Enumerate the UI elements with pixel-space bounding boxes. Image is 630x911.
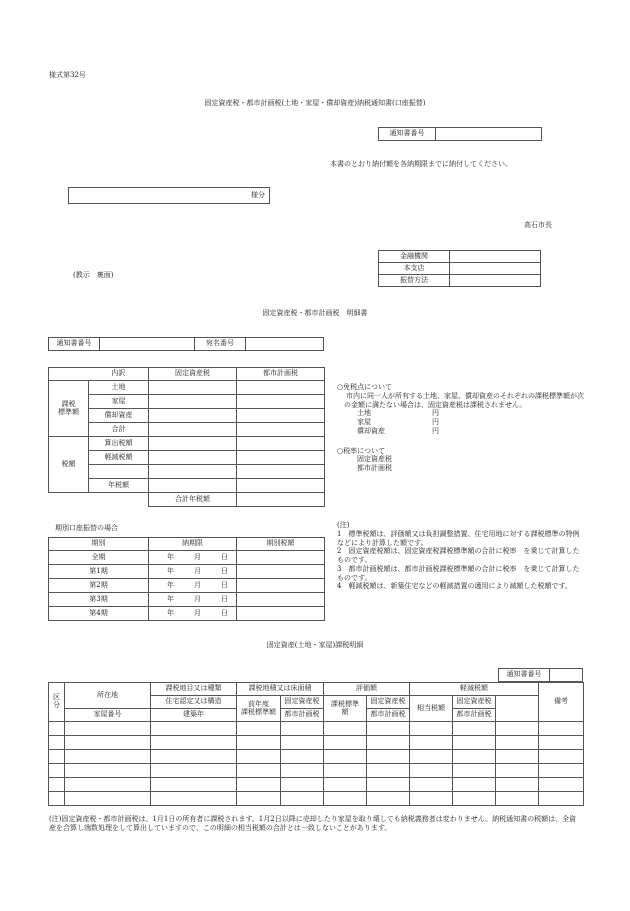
main-title: 固定資産税・都市計画税(土地・家屋・償却資産)納税通知書(口座振替)	[204, 99, 426, 107]
addressee-box	[68, 187, 270, 204]
due-date-cell[interactable]: 年 月 日	[149, 579, 237, 593]
due-date-cell[interactable]: 年 月 日	[149, 607, 237, 621]
installment-table	[48, 537, 325, 621]
honorific-label: 様分	[251, 191, 265, 199]
table-row	[49, 764, 584, 778]
row-label: 償却資産	[89, 409, 149, 423]
location-header: 所在地	[65, 683, 151, 709]
exemption-item-unit: 円	[432, 426, 439, 435]
row-label: 合計	[89, 423, 149, 437]
note-item: 2 固定資産税額は、固定資産税課税標準額の合計に税率 を乗じて計算したものです。	[337, 547, 580, 564]
notice-number-label: 通知書番号	[379, 128, 436, 141]
branch-label: 本支店	[379, 263, 450, 275]
bank-value[interactable]	[450, 251, 541, 263]
col-period: 期別	[49, 538, 149, 551]
house-structure-header: 住宅認定又は構造	[151, 696, 237, 709]
exemption-item-label: 償却資産	[357, 426, 385, 435]
instruction-text: 本書のとおり納付額を各納期限までに納付してください。	[330, 160, 512, 168]
tax-rate-item: 固定資産税	[357, 455, 392, 464]
note-item: 4 軽減税額は、新築住宅などの軽減措置の適用により減額した税額です。	[337, 582, 572, 591]
bank-label: 金融機関	[379, 251, 450, 263]
notes-label: (注)	[337, 521, 350, 529]
period-label: 第2期	[49, 579, 149, 593]
due-date-cell[interactable]: 年 月 日	[149, 565, 237, 579]
property-notice-box	[498, 668, 583, 682]
installment-caption: 期別口座振替の場合	[55, 524, 118, 532]
house-number-header: 家屋番号	[65, 709, 151, 722]
table-row	[49, 778, 584, 792]
transfer-method-label: 振替方法	[379, 275, 450, 287]
exemption-heading: ○免税点について	[337, 383, 392, 391]
notice-number-box	[378, 127, 542, 141]
city-tax-header: 都市計画税	[281, 709, 324, 722]
property-notice-value[interactable]	[550, 669, 583, 682]
property-table	[48, 682, 584, 806]
tax-rate-item: 都市計画税	[357, 464, 392, 472]
city-tax-header: 都市計画税	[367, 709, 410, 722]
area-header: 課税地積又は床面積	[237, 683, 324, 696]
detail-header-table	[48, 337, 324, 351]
total-annual-tax-label: 合計年税額	[149, 493, 237, 507]
fixed-tax-header: 固定資産税	[367, 696, 410, 709]
exemption-body: 市内に同一人が所有する土地、家屋、償却資産のそれぞれの課税標準額が次の金額に満たない場合は、固定資産税は課税されません。	[344, 391, 584, 409]
remarks-header: 備考	[539, 683, 584, 722]
note-item: 3 都市計画税額は、都市計画税課税標準額の合計に税率 を乗じて計算したものです。	[337, 564, 580, 582]
exemption-item-label: 家屋	[357, 418, 371, 426]
standard-amount-header: 課税標準 額	[324, 696, 367, 722]
row-label: 家屋	[89, 395, 149, 409]
property-notice-label: 通知書番号	[499, 669, 550, 682]
back-note: (教示 裏面)	[73, 271, 114, 279]
addressee-number-value[interactable]	[246, 338, 324, 351]
form-number: 様式第32号	[49, 71, 86, 79]
fixed-tax-header: 固定資産税	[453, 696, 496, 709]
period-label: 全期	[49, 551, 149, 565]
addressee-number-label: 宛名番号	[195, 338, 246, 351]
total-annual-tax-value[interactable]	[237, 493, 325, 507]
land-type-header: 課税地目又は種類	[151, 683, 237, 696]
branch-value[interactable]	[450, 263, 541, 275]
reduction-header: 軽減税額	[410, 683, 539, 696]
detail-notice-value[interactable]	[100, 338, 195, 351]
kubun-header: 区 分	[49, 683, 65, 722]
built-year-header: 建築年	[151, 709, 237, 722]
row-label: 算出税額	[89, 437, 149, 451]
col-fixed-tax: 固定資産税	[149, 368, 237, 381]
col-due-date: 納期限	[149, 538, 237, 551]
equivalent-tax-header: 相当税額	[410, 696, 453, 722]
property-title: 固定資産(土地・家屋)課税明細	[266, 641, 364, 649]
col-breakdown: 内訳	[89, 368, 149, 381]
notes-section	[337, 521, 582, 591]
table-row	[49, 792, 584, 806]
footer-note: (注)固定資産税・都市計画税は、1月1日の所有者に課税されます。1月2日以降に売却したり家屋を取り壊しても納税義務者は変わりません。納税通知書の税額は、全資産を合算し端数処理をして算出していますので、この明細の相当税額の合計とは一致しないことがあります。	[49, 815, 577, 832]
fixed-tax-header: 固定資産税	[281, 696, 324, 709]
exemption-item-unit: 円	[432, 409, 439, 418]
detail-title: 固定資産税・都市計画税 明細書	[262, 309, 368, 317]
due-date-cell[interactable]: 年 月 日	[149, 551, 237, 565]
group-tax-amount: 税額	[49, 437, 89, 493]
table-row	[49, 722, 584, 736]
period-label: 第4期	[49, 607, 149, 621]
exemption-item-label: 土地	[357, 409, 371, 418]
col-period-tax: 期別税額	[237, 538, 325, 551]
col-city-tax: 都市計画税	[237, 368, 325, 381]
row-label: 年税額	[89, 479, 149, 493]
row-label	[89, 465, 149, 479]
tax-breakdown-table	[48, 367, 325, 507]
group-standard-amount: 課税 標準額	[49, 381, 89, 437]
city-tax-header: 都市計画税	[453, 709, 496, 722]
table-row	[49, 750, 584, 764]
table-row	[49, 736, 584, 750]
notice-number-value[interactable]	[436, 128, 542, 141]
period-label: 第3期	[49, 593, 149, 607]
prev-standard-header: 前年度 課税標準額	[237, 696, 281, 722]
bank-table	[378, 250, 541, 287]
tax-rate-heading: ○税率について	[337, 446, 385, 455]
issuer-name: 高石市長	[524, 221, 552, 229]
exemption-item-unit: 円	[432, 418, 439, 426]
row-label: 軽減税額	[89, 451, 149, 465]
row-label: 土地	[89, 381, 149, 395]
due-date-cell[interactable]: 年 月 日	[149, 593, 237, 607]
detail-notice-label: 通知書番号	[49, 338, 100, 351]
valuation-header: 評価額	[324, 683, 410, 696]
period-label: 第1期	[49, 565, 149, 579]
note-item: 1 標準税額は、評価額又は負担調整措置、住宅用地に対する課税標準の特例などにより計算した額です。	[337, 529, 580, 547]
transfer-method-value[interactable]	[450, 275, 541, 287]
exemption-section	[337, 383, 587, 473]
